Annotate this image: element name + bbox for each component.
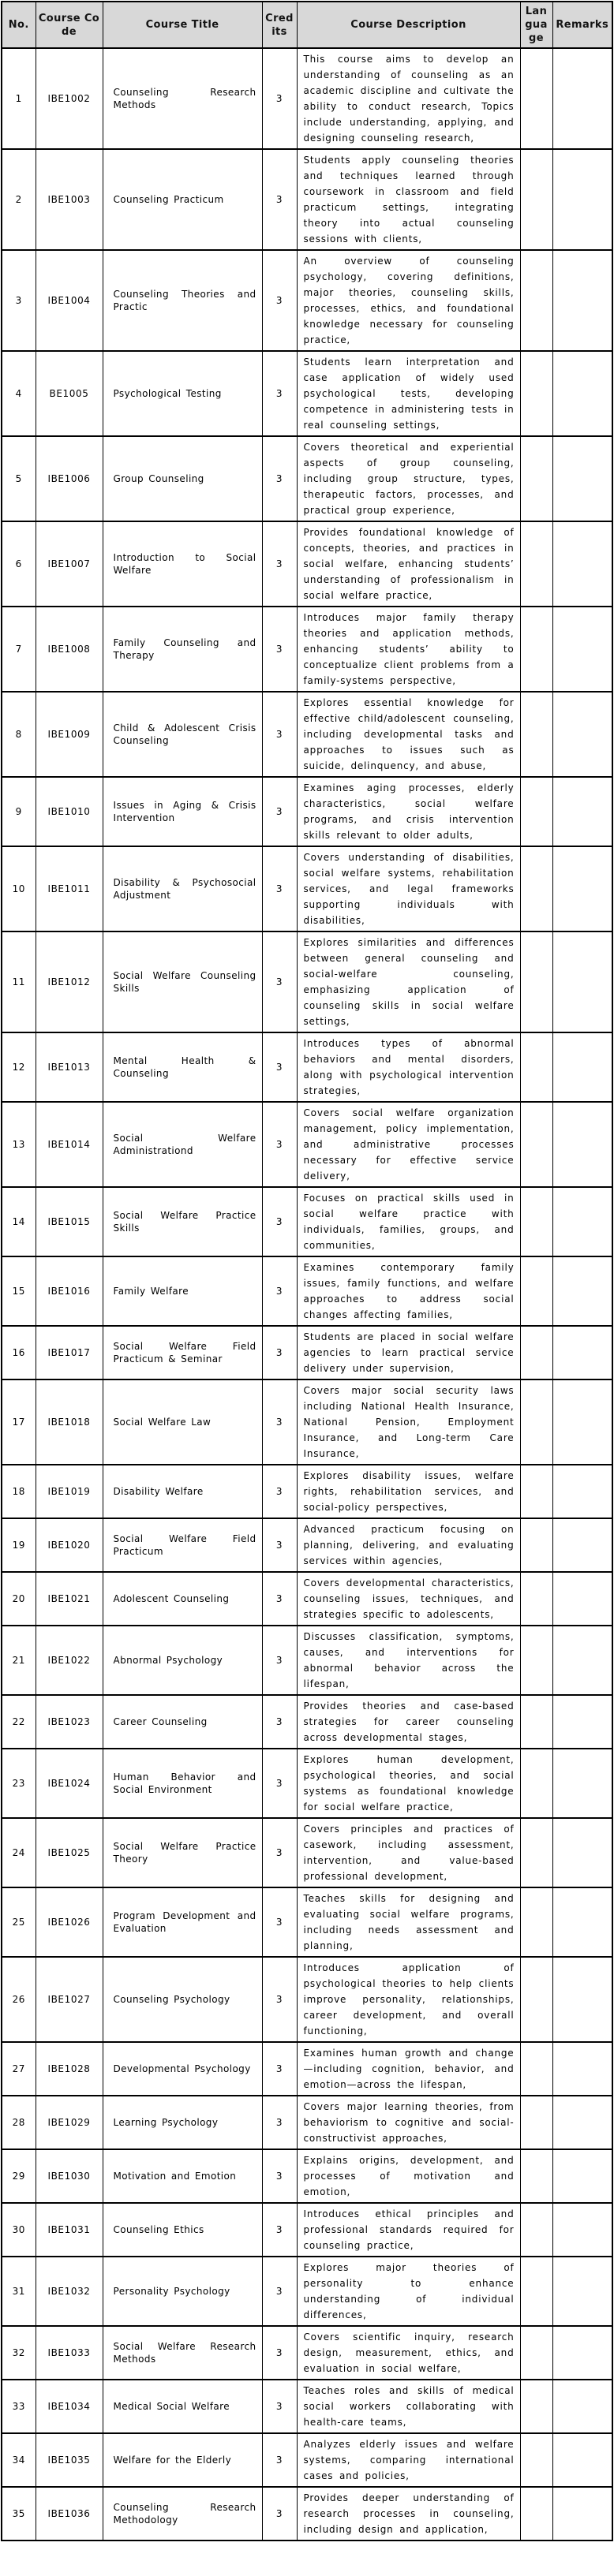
course-language-cell: [520, 2096, 552, 2149]
course-row: [2, 2149, 612, 2203]
course-title-cell: Personality Psychology: [103, 2257, 262, 2326]
course-remarks-cell: [552, 1887, 612, 1957]
course-code-cell: IBE1024: [36, 1749, 103, 1818]
course-code-cell: IBE1008: [36, 607, 103, 692]
course-remarks-cell: [552, 777, 612, 846]
course-row: [2, 2433, 612, 2487]
course-credits-cell: 3: [262, 607, 297, 692]
course-row: [2, 607, 612, 692]
course-language-cell: [520, 607, 552, 692]
course-description-cell: Introduces ethical principles and professional standards required for counseling practice,: [297, 2203, 520, 2257]
course-row: [2, 149, 612, 250]
course-credits-cell: 3: [262, 777, 297, 846]
course-remarks-cell: [552, 1465, 612, 1518]
course-language-cell: [520, 846, 552, 931]
course-credits-cell: 3: [262, 1187, 297, 1256]
course-credits-cell: 3: [262, 1379, 297, 1465]
course-code-cell: IBE1028: [36, 2042, 103, 2096]
course-number-cell: 16: [2, 1326, 36, 1379]
course-row: [2, 1102, 612, 1187]
course-description-cell: Covers understanding of disabilities, social welfare systems, rehabilitation services, and legal frameworks supporting individuals with disabilities,: [297, 846, 520, 931]
course-title-cell: Issues in Aging & Crisis Intervention: [103, 777, 262, 846]
course-code-cell: IBE1007: [36, 521, 103, 607]
course-remarks-cell: [552, 1818, 612, 1887]
course-credits-cell: 3: [262, 1695, 297, 1749]
course-row: [2, 1626, 612, 1695]
course-number-cell: 31: [2, 2257, 36, 2326]
course-row: [2, 1032, 612, 1102]
course-code-cell: IBE1035: [36, 2433, 103, 2487]
course-row: [2, 2487, 612, 2541]
course-number-cell: 1: [2, 48, 36, 149]
course-number-cell: 18: [2, 1465, 36, 1518]
course-number-cell: 19: [2, 1518, 36, 1572]
course-code-cell: IBE1022: [36, 1626, 103, 1695]
course-language-cell: [520, 1032, 552, 1102]
course-remarks-cell: [552, 1032, 612, 1102]
course-description-cell: This course aims to develop an understanding of counseling as an academic discipline and cultivate the ability to conduct research, Topics include understanding, applying, and designing counseling research,: [297, 48, 520, 149]
course-remarks-cell: [552, 1518, 612, 1572]
course-language-cell: [520, 1818, 552, 1887]
course-language-cell: [520, 2380, 552, 2433]
course-row: [2, 1518, 612, 1572]
course-number-cell: 15: [2, 1256, 36, 1326]
course-row: [2, 2326, 612, 2380]
course-row: [2, 1326, 612, 1379]
course-remarks-cell: [552, 2203, 612, 2257]
course-code-cell: IBE1012: [36, 931, 103, 1032]
course-language-cell: [520, 48, 552, 149]
course-description-cell: Explores disability issues, welfare rights, rehabilitation services, and social-policy perspectives,: [297, 1465, 520, 1518]
course-row: [2, 2257, 612, 2326]
course-credits-cell: 3: [262, 1818, 297, 1887]
course-code-cell: IBE1026: [36, 1887, 103, 1957]
course-language-cell: [520, 1749, 552, 1818]
course-number-cell: 13: [2, 1102, 36, 1187]
course-title-cell: Developmental Psychology: [103, 2042, 262, 2096]
header-course-description: Course Description: [297, 2, 520, 48]
course-code-cell: IBE1021: [36, 1572, 103, 1626]
course-title-cell: Motivation and Emotion: [103, 2149, 262, 2203]
course-language-cell: [520, 351, 552, 436]
course-title-cell: Child & Adolescent Crisis Counseling: [103, 692, 262, 777]
course-language-cell: [520, 2149, 552, 2203]
course-number-cell: 23: [2, 1749, 36, 1818]
course-credits-cell: 3: [262, 521, 297, 607]
course-remarks-cell: [552, 1695, 612, 1749]
header-row: [2, 2, 612, 48]
course-description-cell: Explores human development, psychological theories, and social systems as foundational knowledge for social welfare practice,: [297, 1749, 520, 1818]
course-number-cell: 10: [2, 846, 36, 931]
course-description-cell: Covers major learning theories, from behaviorism to cognitive and social-constructivist approaches,: [297, 2096, 520, 2149]
course-remarks-cell: [552, 1957, 612, 2042]
course-number-cell: 26: [2, 1957, 36, 2042]
course-language-cell: [520, 1465, 552, 1518]
course-remarks-cell: [552, 149, 612, 250]
course-number-cell: 34: [2, 2433, 36, 2487]
course-number-cell: 35: [2, 2487, 36, 2541]
course-title-cell: Learning Psychology: [103, 2096, 262, 2149]
course-description-cell: Examines contemporary family issues, family functions, and welfare approaches to address social changes affecting families,: [297, 1256, 520, 1326]
course-description-cell: Provides foundational knowledge of concepts, theories, and practices in social welfare, enhancing students’ understanding of professionalism in social welfare practice,: [297, 521, 520, 607]
course-remarks-cell: [552, 250, 612, 351]
course-credits-cell: 3: [262, 250, 297, 351]
course-row: [2, 2203, 612, 2257]
course-language-cell: [520, 2042, 552, 2096]
course-remarks-cell: [552, 1102, 612, 1187]
course-description-cell: Covers principles and practices of casework, including assessment, intervention, and value-based professional development,: [297, 1818, 520, 1887]
course-title-cell: Family Welfare: [103, 1256, 262, 1326]
course-description-cell: Covers scientific inquiry, research design, measurement, ethics, and evaluation in social welfare,: [297, 2326, 520, 2380]
course-row: [2, 1187, 612, 1256]
course-row: [2, 48, 612, 149]
course-code-cell: IBE1023: [36, 1695, 103, 1749]
course-remarks-cell: [552, 436, 612, 521]
course-remarks-cell: [552, 2433, 612, 2487]
course-remarks-cell: [552, 2257, 612, 2326]
course-description-cell: Explores similarities and differences between general counseling and social-welfare counseling, emphasizing application of counseling skills in social welfare settings,: [297, 931, 520, 1032]
course-description-cell: Advanced practicum focusing on planning, delivering, and evaluating services within agencies,: [297, 1518, 520, 1572]
course-description-cell: Explains origins, development, and processes of motivation and emotion,: [297, 2149, 520, 2203]
course-number-cell: 8: [2, 692, 36, 777]
course-number-cell: 30: [2, 2203, 36, 2257]
course-title-cell: Career Counseling: [103, 1695, 262, 1749]
course-description-cell: Focuses on practical skills used in social welfare practice with individuals, families, groups, and communities,: [297, 1187, 520, 1256]
course-language-cell: [520, 692, 552, 777]
course-code-cell: IBE1033: [36, 2326, 103, 2380]
course-title-cell: Medical Social Welfare: [103, 2380, 262, 2433]
course-remarks-cell: [552, 521, 612, 607]
course-language-cell: [520, 1102, 552, 1187]
course-row: [2, 1818, 612, 1887]
course-language-cell: [520, 777, 552, 846]
course-code-cell: IBE1002: [36, 48, 103, 149]
course-credits-cell: 3: [262, 846, 297, 931]
course-number-cell: 21: [2, 1626, 36, 1695]
course-language-cell: [520, 1256, 552, 1326]
course-language-cell: [520, 2257, 552, 2326]
course-code-cell: BE1005: [36, 351, 103, 436]
course-language-cell: [520, 931, 552, 1032]
course-row: [2, 1379, 612, 1465]
course-row: [2, 2380, 612, 2433]
course-code-cell: IBE1004: [36, 250, 103, 351]
course-remarks-cell: [552, 48, 612, 149]
course-description-cell: Covers developmental characteristics, counseling issues, techniques, and strategies specific to adolescents,: [297, 1572, 520, 1626]
course-credits-cell: 3: [262, 351, 297, 436]
course-code-cell: IBE1003: [36, 149, 103, 250]
course-row: [2, 1572, 612, 1626]
course-title-cell: Psychological Testing: [103, 351, 262, 436]
course-credits-cell: 3: [262, 436, 297, 521]
course-remarks-cell: [552, 2096, 612, 2149]
course-row: [2, 436, 612, 521]
course-language-cell: [520, 1326, 552, 1379]
course-remarks-cell: [552, 1187, 612, 1256]
course-credits-cell: 3: [262, 2326, 297, 2380]
course-description-cell: Teaches roles and skills of medical social workers collaborating with health-care teams,: [297, 2380, 520, 2433]
course-row: [2, 351, 612, 436]
course-description-cell: Students are placed in social welfare agencies to learn practical service delivery under supervision,: [297, 1326, 520, 1379]
course-number-cell: 4: [2, 351, 36, 436]
course-language-cell: [520, 1572, 552, 1626]
course-table-body: [2, 48, 612, 2541]
course-language-cell: [520, 1187, 552, 1256]
course-code-cell: IBE1009: [36, 692, 103, 777]
course-code-cell: IBE1032: [36, 2257, 103, 2326]
course-language-cell: [520, 1695, 552, 1749]
course-remarks-cell: [552, 351, 612, 436]
course-language-cell: [520, 250, 552, 351]
course-code-cell: IBE1030: [36, 2149, 103, 2203]
course-credits-cell: 3: [262, 1887, 297, 1957]
course-description-cell: Discusses classification, symptoms, causes, and interventions for abnormal behavior across the lifespan,: [297, 1626, 520, 1695]
course-number-cell: 32: [2, 2326, 36, 2380]
course-remarks-cell: [552, 1572, 612, 1626]
course-title-cell: Counseling Research Methods: [103, 48, 262, 149]
course-title-cell: Counseling Psychology: [103, 1957, 262, 2042]
course-title-cell: Family Counseling and Therapy: [103, 607, 262, 692]
course-credits-cell: 3: [262, 2042, 297, 2096]
course-credits-cell: 3: [262, 1102, 297, 1187]
course-title-cell: Social Welfare Research Methods: [103, 2326, 262, 2380]
course-remarks-cell: [552, 607, 612, 692]
course-title-cell: Human Behavior and Social Environment: [103, 1749, 262, 1818]
course-remarks-cell: [552, 2149, 612, 2203]
course-credits-cell: 3: [262, 149, 297, 250]
course-row: [2, 846, 612, 931]
course-remarks-cell: [552, 931, 612, 1032]
course-remarks-cell: [552, 846, 612, 931]
course-number-cell: 29: [2, 2149, 36, 2203]
course-description-cell: Introduces major family therapy theories and application methods, enhancing students’ ability to conceptualize client problems from a family-systems perspective,: [297, 607, 520, 692]
course-description-cell: Students apply counseling theories and techniques learned through coursework in classroom and field practicum settings, integrating theory into actual counseling sessions with clients,: [297, 149, 520, 250]
course-title-cell: Adolescent Counseling: [103, 1572, 262, 1626]
course-language-cell: [520, 2487, 552, 2541]
course-description-cell: Examines human growth and change—including cognition, behavior, and emotion—across the lifespan,: [297, 2042, 520, 2096]
course-language-cell: [520, 2433, 552, 2487]
course-title-cell: Social Welfare Practice Theory: [103, 1818, 262, 1887]
course-remarks-cell: [552, 1326, 612, 1379]
course-code-cell: IBE1015: [36, 1187, 103, 1256]
course-code-cell: IBE1016: [36, 1256, 103, 1326]
course-remarks-cell: [552, 1749, 612, 1818]
course-row: [2, 692, 612, 777]
course-row: [2, 2042, 612, 2096]
header-course-title: Course Title: [103, 2, 262, 48]
course-credits-cell: 3: [262, 2257, 297, 2326]
course-title-cell: Counseling Theories and Practic: [103, 250, 262, 351]
course-number-cell: 33: [2, 2380, 36, 2433]
course-credits-cell: 3: [262, 1256, 297, 1326]
course-row: [2, 1749, 612, 1818]
course-language-cell: [520, 1379, 552, 1465]
course-number-cell: 9: [2, 777, 36, 846]
course-row: [2, 250, 612, 351]
course-title-cell: Counseling Practicum: [103, 149, 262, 250]
course-language-cell: [520, 1957, 552, 2042]
course-number-cell: 11: [2, 931, 36, 1032]
course-code-cell: IBE1027: [36, 1957, 103, 2042]
course-description-cell: Provides theories and case-based strategies for career counseling across developmental stages,: [297, 1695, 520, 1749]
course-row: [2, 931, 612, 1032]
course-number-cell: 2: [2, 149, 36, 250]
course-row: [2, 777, 612, 846]
course-title-cell: Welfare for the Elderly: [103, 2433, 262, 2487]
course-title-cell: Disability & Psychosocial Adjustment: [103, 846, 262, 931]
course-description-cell: Explores essential knowledge for effective child/adolescent counseling, including developmental tasks and approaches to issues such as suicide, delinquency, and abuse,: [297, 692, 520, 777]
course-title-cell: Social Welfare Administrationd: [103, 1102, 262, 1187]
course-credits-cell: 3: [262, 1749, 297, 1818]
course-title-cell: Social Welfare Practice Skills: [103, 1187, 262, 1256]
course-code-cell: IBE1025: [36, 1818, 103, 1887]
header-no: No.: [2, 2, 36, 48]
course-credits-cell: 3: [262, 1957, 297, 2042]
course-language-cell: [520, 1887, 552, 1957]
course-title-cell: Social Welfare Counseling Skills: [103, 931, 262, 1032]
course-code-cell: IBE1010: [36, 777, 103, 846]
course-number-cell: 25: [2, 1887, 36, 1957]
course-credits-cell: 3: [262, 1572, 297, 1626]
course-code-cell: IBE1014: [36, 1102, 103, 1187]
course-credits-cell: 3: [262, 931, 297, 1032]
course-number-cell: 7: [2, 607, 36, 692]
course-title-cell: Disability Welfare: [103, 1465, 262, 1518]
course-title-cell: Abnormal Psychology: [103, 1626, 262, 1695]
course-credits-cell: 3: [262, 48, 297, 149]
course-row: [2, 2096, 612, 2149]
course-description-cell: Covers social welfare organization management, policy implementation, and administrative processes necessary for effective service delivery,: [297, 1102, 520, 1187]
course-language-cell: [520, 1518, 552, 1572]
course-language-cell: [520, 521, 552, 607]
course-title-cell: Counseling Research Methodology: [103, 2487, 262, 2541]
course-credits-cell: 3: [262, 2203, 297, 2257]
course-number-cell: 12: [2, 1032, 36, 1102]
course-language-cell: [520, 436, 552, 521]
course-number-cell: 5: [2, 436, 36, 521]
course-row: [2, 1695, 612, 1749]
course-remarks-cell: [552, 692, 612, 777]
course-remarks-cell: [552, 2380, 612, 2433]
course-remarks-cell: [552, 2326, 612, 2380]
course-code-cell: IBE1034: [36, 2380, 103, 2433]
course-row: [2, 1256, 612, 1326]
course-language-cell: [520, 2203, 552, 2257]
course-credits-cell: 3: [262, 1518, 297, 1572]
course-number-cell: 28: [2, 2096, 36, 2149]
course-code-cell: IBE1019: [36, 1465, 103, 1518]
course-title-cell: Social Welfare Law: [103, 1379, 262, 1465]
course-number-cell: 17: [2, 1379, 36, 1465]
course-row: [2, 1957, 612, 2042]
course-remarks-cell: [552, 2487, 612, 2541]
course-code-cell: IBE1031: [36, 2203, 103, 2257]
course-credits-cell: 3: [262, 1032, 297, 1102]
course-description-cell: Covers major social security laws including National Health Insurance, National Pension, Employment Insurance, and Long-term Care Insurance,: [297, 1379, 520, 1465]
course-description-cell: Introduces types of abnormal behaviors and mental disorders, along with psychological intervention strategies,: [297, 1032, 520, 1102]
course-language-cell: [520, 149, 552, 250]
course-code-cell: IBE1020: [36, 1518, 103, 1572]
course-number-cell: 3: [2, 250, 36, 351]
course-description-cell: Covers theoretical and experiential aspects of group counseling, including group structure, types, therapeutic factors, processes, and practical group experience,: [297, 436, 520, 521]
course-row: [2, 521, 612, 607]
course-credits-cell: 3: [262, 1465, 297, 1518]
course-credits-cell: 3: [262, 2096, 297, 2149]
course-title-cell: Social Welfare Field Practicum: [103, 1518, 262, 1572]
course-credits-cell: 3: [262, 1626, 297, 1695]
course-row: [2, 1887, 612, 1957]
course-code-cell: IBE1011: [36, 846, 103, 931]
course-language-cell: [520, 2326, 552, 2380]
course-number-cell: 20: [2, 1572, 36, 1626]
course-description-cell: Explores major theories of personality to enhance understanding of individual differences,: [297, 2257, 520, 2326]
course-description-cell: Provides deeper understanding of research processes in counseling, including design and application,: [297, 2487, 520, 2541]
course-credits-cell: 3: [262, 2487, 297, 2541]
course-credits-cell: 3: [262, 2433, 297, 2487]
course-number-cell: 27: [2, 2042, 36, 2096]
course-credits-cell: 3: [262, 2149, 297, 2203]
course-title-cell: Social Welfare Field Practicum & Seminar: [103, 1326, 262, 1379]
course-description-cell: Analyzes elderly issues and welfare systems, comparing international cases and policies,: [297, 2433, 520, 2487]
course-code-cell: IBE1017: [36, 1326, 103, 1379]
course-remarks-cell: [552, 1256, 612, 1326]
header-credits: Credits: [262, 2, 297, 48]
course-title-cell: Mental Health & Counseling: [103, 1032, 262, 1102]
course-code-cell: IBE1018: [36, 1379, 103, 1465]
course-remarks-cell: [552, 1626, 612, 1695]
course-code-cell: IBE1036: [36, 2487, 103, 2541]
course-code-cell: IBE1006: [36, 436, 103, 521]
course-title-cell: Program Development and Evaluation: [103, 1887, 262, 1957]
course-code-cell: IBE1029: [36, 2096, 103, 2149]
course-number-cell: 24: [2, 1818, 36, 1887]
course-description-cell: Examines aging processes, elderly characteristics, social welfare programs, and crisis intervention skills relevant to older adults,: [297, 777, 520, 846]
course-language-cell: [520, 1626, 552, 1695]
course-remarks-cell: [552, 1379, 612, 1465]
course-number-cell: 6: [2, 521, 36, 607]
course-description-cell: Introduces application of psychological theories to help clients improve personality, relationships, career development, and overall functioning,: [297, 1957, 520, 2042]
course-description-cell: Students learn interpretation and case application of widely used psychological tests, developing competence in administering tests in real counseling settings,: [297, 351, 520, 436]
course-title-cell: Introduction to Social Welfare: [103, 521, 262, 607]
header-language: Language: [520, 2, 552, 48]
course-title-cell: Counseling Ethics: [103, 2203, 262, 2257]
course-credits-cell: 3: [262, 692, 297, 777]
course-description-cell: An overview of counseling psychology, covering definitions, major theories, counseling skills, processes, ethics, and foundational knowledge necessary for counseling practice,: [297, 250, 520, 351]
course-row: [2, 1465, 612, 1518]
header-course-code: Course Code: [36, 2, 103, 48]
course-credits-cell: 3: [262, 2380, 297, 2433]
course-number-cell: 22: [2, 1695, 36, 1749]
course-code-cell: IBE1013: [36, 1032, 103, 1102]
header-remarks: Remarks: [552, 2, 612, 48]
course-credits-cell: 3: [262, 1326, 297, 1379]
course-description-cell: Teaches skills for designing and evaluating social welfare programs, including needs assessment and planning,: [297, 1887, 520, 1957]
course-title-cell: Group Counseling: [103, 436, 262, 521]
course-remarks-cell: [552, 2042, 612, 2096]
course-number-cell: 14: [2, 1187, 36, 1256]
course-table: [1, 1, 613, 2541]
course-table-header: [2, 2, 612, 48]
